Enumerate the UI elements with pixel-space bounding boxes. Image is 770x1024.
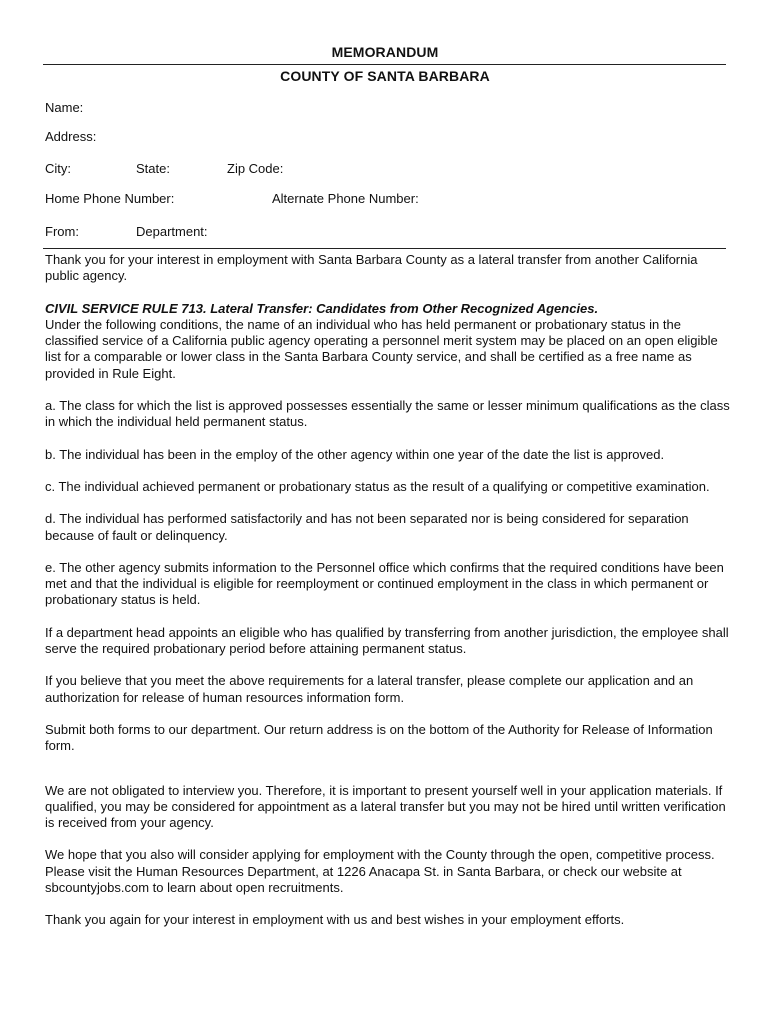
from-label: From: — [45, 224, 79, 239]
header-divider — [43, 64, 726, 65]
condition-c: c. The individual achieved permanent or probationary status as the result of a qualifying or competitive examination. — [45, 478, 710, 494]
apply-paragraph: If you believe that you meet the above requirements for a lateral transfer, please complete our application and an authorization for release of human resources information form. — [45, 673, 694, 705]
condition-a: a. The class for which the list is approved possesses essentially the same or lesser minimum qualifications as the class in which the individual held permanent status. — [45, 398, 730, 430]
probation-paragraph: If a department head appoints an eligible who has qualified by transferring from another jurisdiction, the employee shall serve the required probationary period before attaining permanent status. — [45, 624, 729, 657]
home-phone-label: Home Phone Number: — [45, 191, 175, 206]
rule-heading: CIVIL SERVICE RULE 713. Lateral Transfer: Candidates from Other Recognized Agencies. — [45, 300, 599, 316]
intro-paragraph: Thank you for your interest in employment with Santa Barbara County as a lateral transfer from another California public agency. — [45, 252, 698, 284]
interview-paragraph: We are not obligated to interview you. Therefore, it is important to present yourself well in your application materials. If qualified, you may be considered for appointment as a lateral transfer but you may not be hired until written verification is received from your agency. — [45, 782, 726, 831]
zip-label: Zip Code: — [227, 161, 284, 176]
memo-subtitle: COUNTY OF SANTA BARBARA — [280, 68, 490, 84]
department-label: Department: — [136, 224, 208, 239]
condition-b: b. The individual has been in the employ of the other agency within one year of the date the list is approved. — [45, 446, 665, 462]
thanks-paragraph: Thank you again for your interest in employment with us and best wishes in your employment efforts. — [45, 912, 625, 928]
submit-paragraph: Submit both forms to our department. Our return address is on the bottom of the Authority for Release of Information form. — [45, 721, 713, 754]
state-label: State: — [136, 161, 170, 176]
open-process-paragraph: We hope that you also will consider applying for employment with the County through the open, competitive process. Please visit the Human Resources Department, at 1226 Anacapa St. in Santa Barbara, or check our website at sbcountyjobs.com to learn about open recruitments. — [45, 847, 715, 896]
name-label: Name: — [45, 100, 84, 115]
memo-body — [45, 252, 735, 945]
form-divider — [43, 248, 726, 249]
rule-paragraph — [45, 301, 735, 382]
memo-title: MEMORANDUM — [331, 44, 439, 60]
city-label: City: — [45, 161, 71, 176]
condition-d: d. The individual has performed satisfactorily and has not been separated nor is being considered for separation because of fault or delinquency. — [45, 511, 689, 543]
rule-text: Under the following conditions, the name of an individual who has held permanent or probationary status in the classified service of a California public agency operating a personnel merit system may be placed on an open eligible list for a comparable or lower class in the Santa Barbara County service, and shall be certified as a free name as provided in Rule Eight. — [45, 316, 718, 381]
address-label: Address: — [45, 129, 97, 144]
alt-phone-label: Alternate Phone Number: — [272, 191, 419, 206]
condition-e: e. The other agency submits information to the Personnel office which confirms that the required conditions have been met and that the individual is eligible for reemployment or continued employment in the class in which permanent or probationary status is held. — [45, 559, 724, 608]
